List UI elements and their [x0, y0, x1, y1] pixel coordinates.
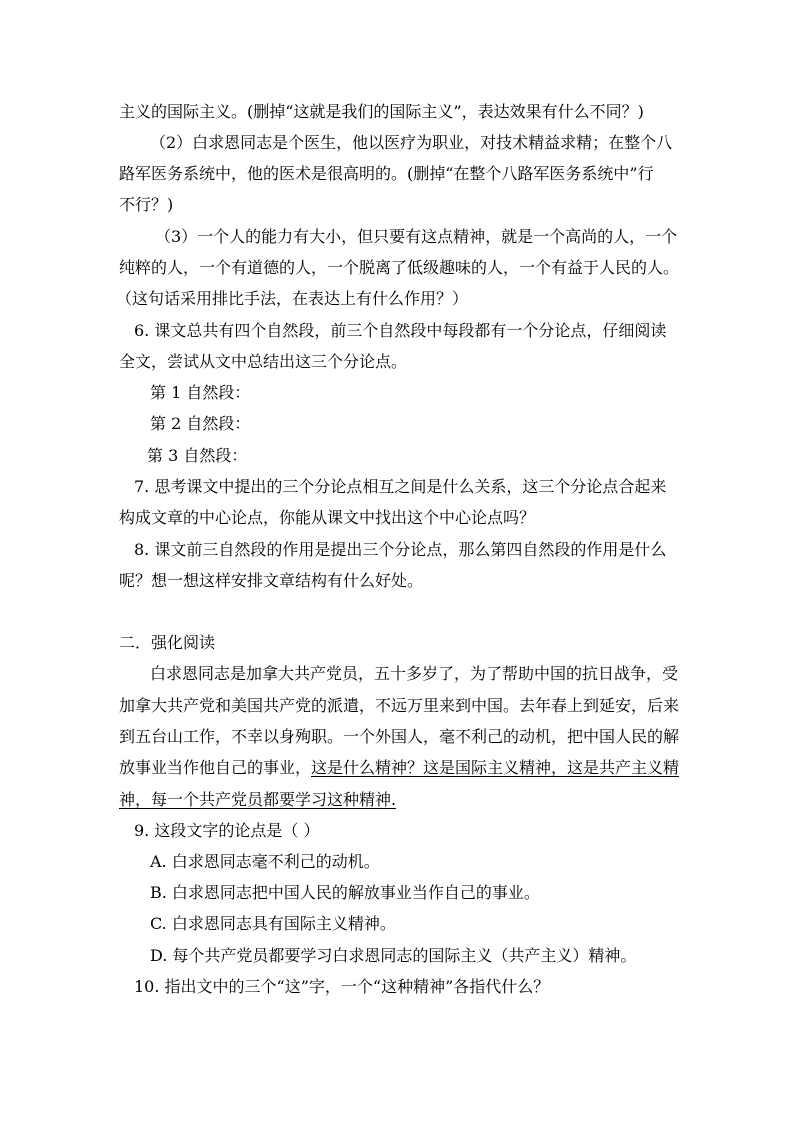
section-heading: 二．强化阅读 — [119, 633, 216, 652]
q8-line-2: 呢？想一想这样安排文章结构有什么好处。 — [119, 571, 424, 590]
q5-3-line-2: 纯粹的人，一个有道德的人，一个脱离了低级趣味的人，一个有益于人民的人。 — [119, 258, 680, 277]
q9-option-a: A. 白求恩同志毫不利己的动机。 — [150, 852, 380, 871]
passage-line-4-plain: 放事业当作他自己的事业， — [119, 758, 312, 777]
q9-question: 9. 这段文字的论点是（ ） — [134, 821, 320, 840]
passage-line-1: 白求恩同志是加拿大共产党员，五十多岁了，为了帮助中国的抗日战争，受 — [150, 664, 679, 683]
q7-line-1: 7. 思考课文中提出的三个分论点相互之间是什么关系，这三个分论点合起来 — [134, 477, 667, 496]
q5-2-line-1: （2）白求恩同志是个医生，他以医疗为职业，对技术精益求精；在整个八 — [150, 133, 673, 152]
q5-3-line-1: （3）一个人的能力有大小，但只要有这点精神，就是一个高尚的人，一个 — [155, 227, 678, 246]
q6-line-1: 6. 课文总共有四个自然段，前三个自然段中每段都有一个分论点，仔细阅读 — [134, 321, 667, 340]
q5-2-line-2: 路军医务系统中，他的医术是很高明的。(删掉“在整个八路军医务系统中”行 — [119, 164, 654, 183]
q8-line-1: 8. 课文前三自然段的作用是提出三个分论点，那么第四自然段的作用是什么 — [134, 540, 667, 559]
q5-3-line-3: （这句话采用排比手法，在表达上有什么作用？） — [116, 289, 469, 308]
passage-line-3: 到五台山工作，不幸以身殉职。一个外国人，毫不利己的动机，把中国人民的解 — [119, 727, 680, 746]
q6-line-2: 全文，尝试从文中总结出这三个分论点。 — [119, 352, 408, 371]
q9-option-d: D. 每个共产党员都要学习白求恩同志的国际主义（共产主义）精神。 — [150, 946, 637, 965]
passage-line-2: 加拿大共产党和美国共产党的派遣，不远万里来到中国。去年春上到延安，后来 — [119, 696, 680, 715]
paragraph-3-label: 第 3 自然段： — [147, 446, 248, 465]
q5-line-1: 主义的国际主义。(删掉“这就是我们的国际主义”，表达效果有什么不同？) — [119, 102, 644, 121]
paragraph-2-label: 第 2 自然段： — [150, 414, 251, 433]
q9-option-b: B. 白求恩同志把中国人民的解放事业当作自己的事业。 — [150, 883, 540, 902]
passage-line-4-underlined: 这是什么精神？这是国际主义精神，这是共产主义精 — [311, 758, 680, 777]
passage-line-5-underlined: 神，每一个共产党员都要学习这种精神. — [119, 790, 397, 809]
passage-line-4 — [119, 758, 679, 778]
q5-2-line-3: 不行？) — [119, 195, 174, 214]
q9-option-c: C. 白求恩同志具有国际主义精神。 — [150, 914, 396, 933]
paragraph-1-label: 第 1 自然段： — [150, 383, 251, 402]
q10-question: 10. 指出文中的三个“这”字，一个“这种精神”各指代什么？ — [134, 977, 550, 996]
q7-line-2: 构成文章的中心论点，你能从课文中找出这个中心论点吗？ — [119, 508, 536, 527]
